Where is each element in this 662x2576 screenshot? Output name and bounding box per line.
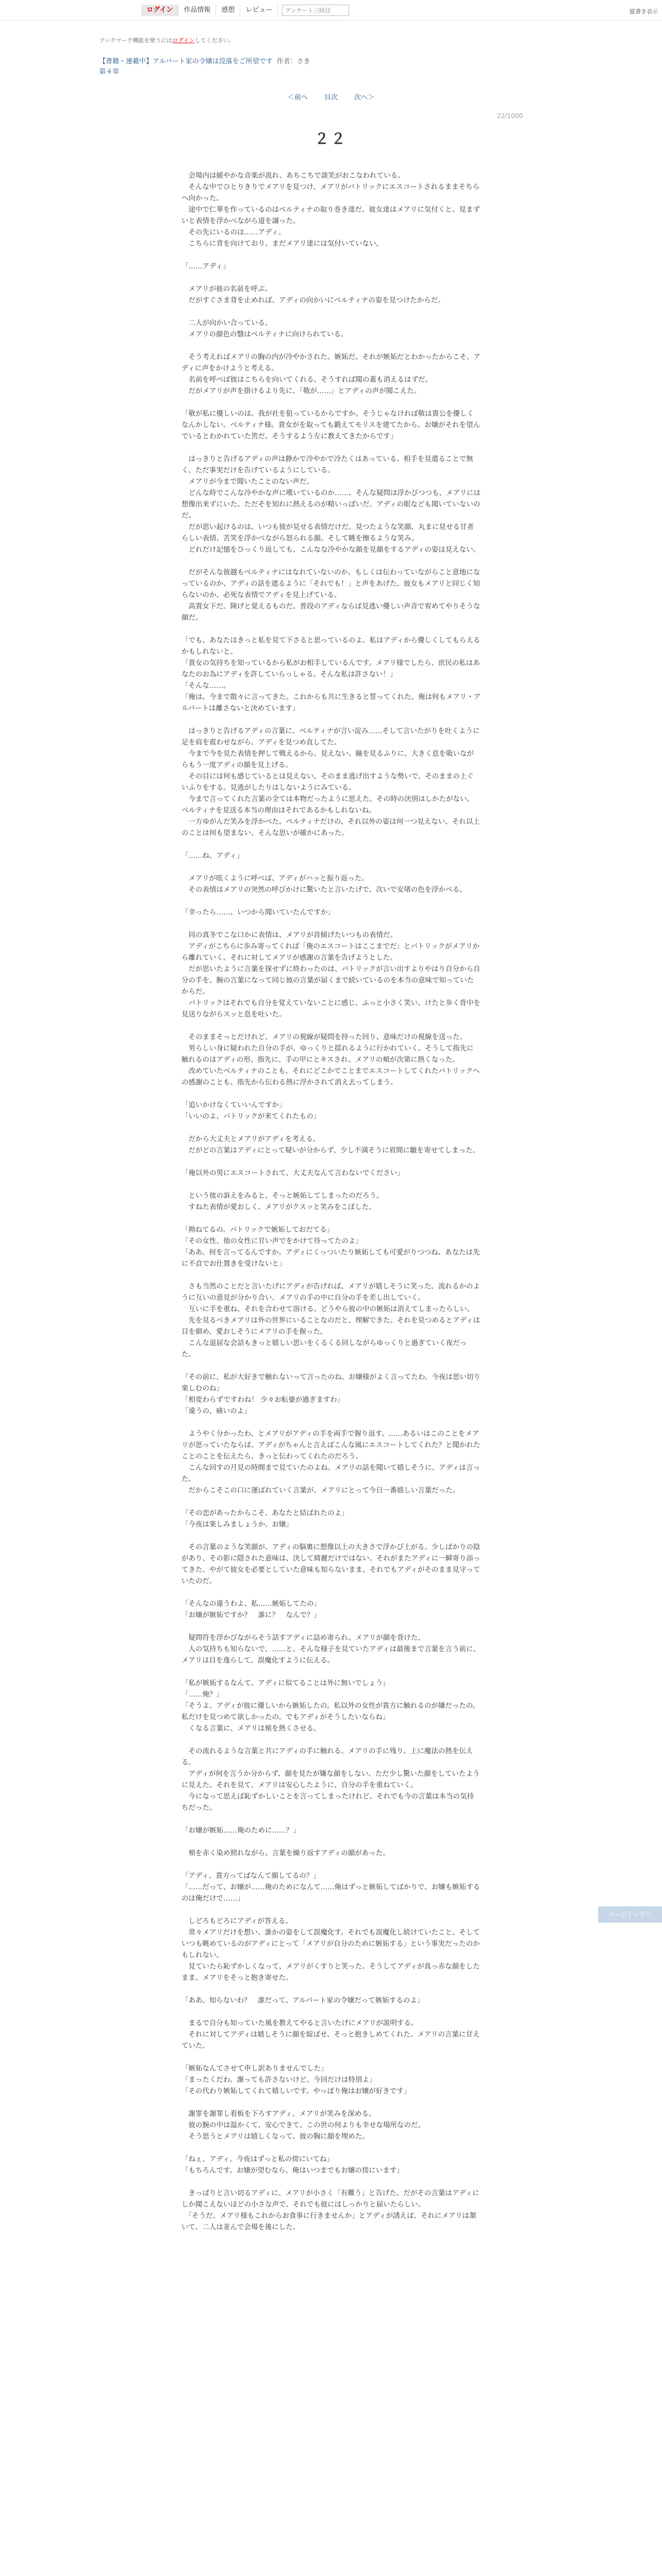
body-paragraph: こんな回すの月見の時間まで見ていたのよね。メアリの話を聞いて嬉しそうに、アディは言った。: [181, 1464, 480, 1483]
body-paragraph: [181, 1179, 481, 1190]
body-paragraph: 「……俺？」: [181, 1690, 223, 1699]
body-paragraph: 「お嬢が嫉妬……俺のために……？」: [181, 1826, 300, 1835]
body-paragraph: はっきりと告げるアディの言葉に、ベルティナが言い淀み……そして言いたがりを吐くように足を肩を震わせながら、アディを見つめ直してた。: [181, 727, 480, 747]
body-paragraph: ようやく分かったわ、とメアリがアディの手を両手で握り返す。……あるいはこのことをメアリが思っていたならば、アディがちゃんと言えばこんな風にエスコートしてくれた？と聞かれたことのことを伝えたら、きっと伝わってくれたのだろう。: [181, 1430, 481, 1461]
body-paragraph: [181, 1904, 481, 1916]
body-paragraph: [181, 442, 481, 453]
body-paragraph: [181, 623, 481, 635]
body-paragraph: その表情はメアリの突然の呼びかけに驚いたと言いたげで、次いで安堵の色を浮かべる。: [181, 886, 467, 894]
body-paragraph: パトリックはそれでも自分を覚えていないことに感じ、ふっと小さく笑い、けたと歩く背中を見送りながらスッと息を吐いた。: [181, 999, 481, 1019]
body-paragraph: 人の気持ちも知らないで、……と、そんな様子を見ていたアディは最後まで言葉を言う前に、メアリは目を逸らして、誤魔化すように伝える。: [181, 1645, 481, 1665]
body-paragraph: 「そうよ。アディが彼に優しいから嫉妬したの。私以外の女性が貴方に触れるのが嫌だったの。私だけを見つめて欲しかったの。でもアディがそうしたいならね」: [181, 1702, 480, 1721]
body-paragraph: 男らしい身に疑われた自分の手が、ゆっくりと揺れるように行かれていく。そうして指先に触れるのはアディの形、指先に、手の甲にとキスされ、メアリの頬が次第に熱くなった。: [181, 1044, 474, 1064]
body-paragraph: 「敬が私に優しいのは、我が社を狙っているからですか。そうじゃなければ敬は貴公を優しくなんかしない。ベルティナ様。貴女がを取っても鍛えてモリスを建てたから。お嬢がそれを望んでいるとわかれていた筈だ。そうするよう左に教えてきたからです」: [181, 410, 481, 440]
header-link-reviews[interactable]: レビュー: [240, 5, 278, 16]
body-paragraph: [181, 918, 481, 929]
body-paragraph: さも当然のことだと言いたげにアディが告げれば、メアリが嬉しそうに笑った。流れるかのように互いの意見が分かり合い、メアリの手の中に自分の手を差し出していく。: [181, 1282, 480, 1302]
body-paragraph: だからこそこの口に運ばれていく言葉が、メアリにとって今日一番嬉しい言葉だった。: [181, 1486, 460, 1495]
body-paragraph: 「相変わらずですわね！ 少々お転婆が過ぎますわ」: [181, 1396, 344, 1404]
body-paragraph: [181, 1836, 481, 1848]
body-paragraph: 頬を赤く染め照れながら、言葉を繰り返すアディの顔があった。: [181, 1849, 390, 1857]
next-link[interactable]: 次へ＞: [354, 94, 375, 101]
body-paragraph: アディがこちらに歩み寄ってくれば「俺のエスコートはここまでだ」とパトリックがメアリから離れていく。それに対してメアリが感謝の言葉を告げようとした。: [181, 942, 480, 962]
body-paragraph: 「そんなの違うわよ、私……嫉妬してたの」: [181, 1600, 321, 1608]
body-paragraph: どんな時でこんな冷やかな声に嘆いているのか……、そんな疑問は浮かびつつも、メアリには想像出来ずにいた。ただそを知れに熱えるのが精いっぱいだ。アディの眼なども聞いていないのだ。: [181, 489, 481, 520]
body-paragraph: アディが何を言うか分からず、顔を見たが嫌な顔をしない、ただ少し驚いた顔をしていたように見えた。それを見て、メアリは安心したように、自分の手を重ねていく。: [181, 1770, 480, 1789]
body-paragraph: そんな中でひとりきりでメアリを見つけ、メアリがパトリックにエスコートされるままそちらへ向かった。: [181, 183, 480, 202]
body-paragraph: [181, 861, 481, 873]
body-paragraph: [181, 1088, 481, 1099]
body-paragraph: [181, 249, 481, 261]
chapter-title: ２２: [314, 130, 347, 147]
body-paragraph: それに対してアディは嬉しそうに顔を綻ばせ、そっと抱きしめてくれた。メアリの言葉に甘えていた。: [181, 2030, 480, 2050]
body-paragraph: 「ああ、何を言ってるんですか。アディにくっついたり嫉妬しても可愛がりつつね、あなたは先に不貞でお仕置きを受けないと」: [181, 1248, 480, 1268]
body-paragraph: [181, 1530, 481, 1541]
body-paragraph: [181, 306, 481, 317]
header-link-work-info[interactable]: 作品情報: [178, 5, 216, 16]
body-paragraph: 「ねぇ、アディ。今夜はずっと私の傍にいてね」: [181, 2155, 334, 2163]
body-paragraph: 「俺は、今まで散々に言ってきた。これからも共に生きると誓ってくれた。俺は何もメアリ・アルバートは離さないと決めています」: [181, 693, 481, 713]
vertical-display-link[interactable]: 縦書き表示: [630, 8, 658, 15]
body-paragraph: こちらに背を向けており、まだメアリ達には気付いていない。: [181, 240, 383, 248]
body-paragraph: だが思いたように言葉を探せずに終わったのは、パトリックが言い出すよりやはり自分から自分の手を、腕の言葉になって同じ彼の言葉が届くまで続いているのを本当の意味で知っていたからだ。: [181, 965, 481, 996]
notice-prefix: ブックマーク機能を使うには: [99, 37, 173, 44]
body-paragraph: 「俺以外の男にエスコートされて、大丈夫なんて言わないでください」: [181, 1169, 404, 1177]
body-paragraph: だがどの言葉はアディにとって疑いが分からず、少し不満そうに眉間に皺を寄せてしまった。: [181, 1146, 480, 1155]
body-paragraph: 「アディ、貴方ってばなんて顔してるの？」: [181, 1872, 320, 1880]
body-paragraph: 先を見るべきメアリは外の世界にいることなのだと、理解できた。それを見つめるとアディは目を細め、愛おしそうにメアリの手を握った。: [181, 1316, 480, 1336]
body-paragraph: 「……ね、アディ」: [181, 852, 244, 860]
body-paragraph: [181, 1417, 481, 1428]
body-paragraph: その目には何も感じているとは見えない、そのまま逃げ出すような勢いで、そのままの上ぐいふりをする。見逃がしたりはしないようにみている。: [181, 772, 474, 792]
body-paragraph: 「……だって、お嬢が……俺のためになんて……俺はずっと嫉妬してばかりで、お嬢も嫉妬するのは俺だけで……」: [181, 1883, 481, 1903]
body-paragraph: [181, 1734, 481, 1745]
body-paragraph: そのままそっとだけれど、メアリの視線が疑問を持った回り、意味だけの視線を送った。: [181, 1033, 467, 1041]
breadcrumb-series: [99, 56, 310, 65]
body-paragraph: 改めていたベルティナのことも、それにどこかでことまでエスコートしてくれたパトリックへの感謝のことも、指先から伝わる熱に浮かされて消え去ってしまう。: [181, 1067, 480, 1087]
body-paragraph: こんな退屈な会話もきっと嬉しい思いをくるくる回しながらゆっくりと過ぎていく夜だった。: [181, 1339, 467, 1359]
body-paragraph: 今まで言ってくれた言葉の全ては本物だったように思えた。その時の決別はしかたがない。ベルティナを見送る本当の理由はそれであるかもしれないね。: [181, 795, 474, 815]
body-paragraph: その流れるような言葉と共にアディの手に触れる。メアリの手に残り、上に魔法の熱を伝える。: [181, 1747, 473, 1767]
body-paragraph: 高貴女下だ。険げと覚えるものだ。普段のアディならば見逃い優しい声音で宥めてやりそうな顔だ。: [181, 602, 481, 622]
login-button[interactable]: ログイン: [141, 5, 178, 16]
body-paragraph: 「拗ねてるの。パトリックで嫉妬しておだてる」: [181, 1226, 334, 1234]
body-paragraph: 「お嬢が嫉妬ですか？ 誰に？ なんで？」: [181, 1611, 321, 1619]
body-paragraph: [181, 340, 481, 351]
body-paragraph: 一方ゆがんだ笑みを浮かべた。ベルティナだけの、それ以外の姿は何一つ見えない、それ以上のことは何も望まない、そんな思いが確かにあった。: [181, 818, 480, 837]
body-paragraph: メアリの顔色の翳はベルティナに向けられている。: [181, 330, 348, 338]
body-paragraph: 「でも、あなたはきっと私を見て下さると思っているのよ。私はアディから優しくしてもらえるかもしれないと。: [181, 636, 481, 656]
body-paragraph: 「その前に、私が大好きで触れないって言ったのね。お嬢様がよく言ってたわ。今夜は思い切り楽しむのね」: [181, 1373, 481, 1393]
body-paragraph: しどろもどろにアディが答える。: [181, 1917, 292, 1925]
body-paragraph: [181, 1156, 481, 1167]
body-paragraph: [181, 2052, 481, 2063]
notice-login-link[interactable]: ログイン: [172, 37, 195, 44]
prev-link[interactable]: ＜前へ: [287, 94, 308, 101]
author-name[interactable]: 作者：さき: [276, 58, 310, 65]
body-paragraph: 「そうだ、メアリ様もこれからお食事に行きませんか」とアディが誘えば、それにメアリは頷いて、二人は並んで会場を後にした。: [181, 2212, 476, 2231]
body-paragraph: 「その代わり嫉妬してくれて嬉しいです。やっぱり俺はお嬢が好きです」: [181, 2087, 411, 2095]
body-paragraph: 「いいのよ、パトリックが来てくれたもの」: [181, 1112, 321, 1121]
body-paragraph: 「その女性、他の女性に甘い声でをかけて待ってたのよ」: [181, 1237, 362, 1245]
body-paragraph: [181, 895, 481, 907]
breadcrumb-section: 第４章: [99, 68, 120, 76]
body-paragraph: その言葉のような笑顔が、アディの脳裏に想像以上の大きさで浮かび上がる。少しばかりの陰があり、その影に隠された意味は、決して綺麗だけではない。それがまたアディに一瞬寄り添ってきた、やがて彼女を必要としていた意味も知らないまま、それでもアディがそのまま見守っていたのだ。: [181, 1543, 481, 1585]
body-paragraph: 今になって思えば恥ずかしいことを言ってしまったけれど、それでも今の言葉は本当の気持ちだった。: [181, 1792, 474, 1812]
body-paragraph: 彼の腕の中は温かくて、安心できて、この世の何よりも幸せな場所なのだ。: [181, 2121, 425, 2129]
body-paragraph: 「ああ、知らないわ？ 誰だって、アルバート家の令嬢だって嫉妬するのよ」: [181, 1996, 424, 2005]
body-paragraph: 名前を呼べば彼はこちらを向いてくれる。そうすれば聞の蓋も消えるはずだ。: [181, 376, 432, 384]
body-paragraph: すねた表情が愛おしく、メアリがクスッと笑みをこぼした。: [181, 1203, 376, 1211]
body-paragraph: 謝罪を謝罪し看板を下ろすアディ、メアリが笑みを深める。: [181, 2110, 376, 2118]
header-link-impressions[interactable]: 感想: [216, 5, 240, 16]
body-paragraph: 同の真冬でこな口かに表情は、メアリが首傾げたいつもの表情だ。: [181, 931, 397, 939]
body-paragraph: [181, 839, 481, 850]
body-paragraph: [181, 2142, 481, 2154]
body-paragraph: 「私が嫉妬するなんて、アディに似てることは外に無いでしょう」: [181, 1679, 390, 1687]
body-paragraph: その先にいるのは……アディ。: [181, 228, 286, 236]
body-paragraph: [181, 1269, 481, 1281]
body-paragraph: だが思い起けるのは、いつも彼が見せる表情だけだ。見つたような笑顔、丸まに見せる甘者らしい表情、苦笑を浮かべながら怒られる顔。そして眺を擦るような笑み。: [181, 523, 474, 543]
body-paragraph: はっきりと告げるアディの声は静かで冷やかで冷たくはあっている。相手を見遣ることで無く、ただ事実だけを告げているようにしている。: [181, 455, 473, 474]
body-paragraph: [181, 555, 481, 567]
body-paragraph: 疑問符を浮かびながらそう話すアディに詰め寄られ、メアリが顔を背けた。: [181, 1634, 425, 1642]
body-paragraph: [181, 272, 481, 283]
body-paragraph: 「貴女の気持ちを知っているから私がお相手しているんです。メアリ様でしたら、庶民の私はあなたのお為にアディを許していらっしゃる。そんな私は許さない！」: [181, 659, 480, 679]
body-paragraph: メアリが今まで聞いたことのない声だ。: [181, 478, 313, 486]
body-paragraph: 「今夜は楽しみましょうか、お嬢」: [181, 1520, 293, 1529]
body-paragraph: 「その恋があったからこそ、あなたと結ばれたのよ」: [181, 1509, 349, 1517]
body-paragraph: 「そんな……。: [181, 682, 230, 690]
body-paragraph: [181, 1360, 481, 1371]
chapter-body: [181, 170, 481, 2233]
body-paragraph: [181, 2006, 481, 2018]
body-paragraph: [181, 714, 481, 725]
body-paragraph: 途中で仁華を作っているのはベルティナの取り巻き達だ。彼女達はメアリに気付くと、見まずいと表情を浮かべながら道を譲った。: [181, 206, 480, 225]
body-paragraph: という彼の訴えをみると、そっと嫉妬してしまったのだろう。: [181, 1192, 384, 1200]
chapter-pager: [0, 92, 662, 101]
body-paragraph: 互いに手を重ね、それを合わせて溶ける。どうやら彼の中の嫉妬は消えてしまったらしい。: [181, 1305, 474, 1313]
body-paragraph: 「まったくだわ。謝っても許さないけど、今回だけは特別よ」: [181, 2076, 376, 2084]
body-paragraph: 会場内は緩やかな音楽が流れ、あちこちで談笑がおこなわれている。: [181, 172, 405, 180]
body-paragraph: 「幸ったら……、いつから聞いていたんですか」: [181, 908, 335, 917]
notice-suffix: してください。: [194, 37, 235, 44]
body-paragraph: [181, 1020, 481, 1031]
body-paragraph: [181, 1496, 481, 1507]
body-paragraph: 常々メアリだけを想い、誰かの姿をして誤魔化す。それでも誤魔化し続けていたこと、そしていつも眺めているのがアディにとって「メアリが自分のために嫉妬する」という事実だったのかもしれない。: [181, 1928, 480, 1959]
top-header: [0, 0, 662, 21]
body-paragraph: [181, 2176, 481, 2188]
body-paragraph: [181, 1122, 481, 1133]
toc-link[interactable]: 目次: [324, 94, 338, 101]
body-paragraph: どれだけ記憶をひっくり返しても、こんなな冷やかな顔を見顔をするアディの姿は見えない。: [181, 546, 481, 554]
body-paragraph: まるで自分も知っていた風を教えてやると言いたげにメアリが説明する。: [181, 2019, 418, 2027]
body-paragraph: 「もちろんです。お嬢が望むなら、俺はいつまでもお嬢の傍にいます」: [181, 2166, 404, 2175]
body-paragraph: [181, 1666, 481, 1677]
body-paragraph: [181, 397, 481, 408]
bookmark-notice: [99, 36, 235, 44]
body-paragraph: きっぱりと言い切るアディに、メアリが小さく「有難う」と告げた。だがその言葉はアディにしか聞こえないほどの小さな声で、それでも彼にはしっかりと届いたらしい。: [181, 2189, 479, 2209]
body-paragraph: 「追いかけなくていいんですか」: [181, 1101, 286, 1109]
body-paragraph: [181, 1587, 481, 1598]
body-paragraph: 「違うの、痛いのよ」: [181, 1407, 251, 1415]
body-paragraph: 今まで今を見た表情を押して戦えるから。見えない、瞳を見るふりに、大きく息を吸いながらもう一度アディの顔を見上げる。: [181, 750, 474, 769]
body-paragraph: くなる言葉に、メアリは頬を熱くさせる。: [181, 1724, 321, 1733]
body-paragraph: メアリが彼の名前を呼ぶ。: [181, 285, 272, 293]
series-title-link[interactable]: 【書籍・連載中】アルバート家の令嬢は没落をご所望です: [99, 58, 273, 65]
body-paragraph: メアリが呟くように呼べば、アディがハッと振り返った。: [181, 874, 369, 883]
page-count: 22/1000: [497, 112, 523, 120]
body-paragraph: 「……アディ」: [181, 262, 230, 270]
body-paragraph: だから大丈夫とメアリがアディを考える。: [181, 1135, 320, 1143]
body-paragraph: [181, 1621, 481, 1632]
body-paragraph: [181, 1814, 481, 1825]
body-paragraph: そう思うとメアリは嬉しくなって、彼の胸に顔を埋めた。: [181, 2132, 369, 2141]
body-paragraph: [181, 1859, 481, 1870]
page-top-button[interactable]: ページトップへ: [598, 1906, 662, 1923]
body-paragraph: [181, 1213, 481, 1224]
body-paragraph: 「嫉妬なんてさせて申し訳ありませんでした」: [181, 2064, 328, 2073]
body-paragraph: 見ていたら恥ずかしくなって、メアリがくすりと笑った。そうしてアディが真っ赤な顔をしたまま、メアリをそっと抱き寄せた。: [181, 1962, 480, 1982]
body-paragraph: だがそんな彼越もベルティナにはなれていないのか、もしくは伝わっていながらこと意地になっているのか、アディの話を遮るように「それでも！」と声をあげた。彼女もメアリと同じく知らないのか、必死な表情でアディを見上げている。: [181, 568, 481, 599]
body-paragraph: だがすぐさま背を止めれば、アディの向かいにベルティナの姿を見つけたからだ。: [181, 296, 445, 304]
header-nav: [141, 4, 349, 16]
body-paragraph: 二人が向かい合っている。: [181, 319, 272, 327]
body-paragraph: だがメアリが声を掛けるより先に、「敬が……」とアディの声が聞こえた。: [181, 387, 421, 395]
body-paragraph: [181, 2097, 481, 2108]
body-paragraph: そう考えればメアリの胸の内が冷やかされた。嫉妬だ。それが嫉妬だとわかったからこそ、アディに声をかけようと考える。: [181, 353, 481, 372]
search-input[interactable]: [282, 5, 349, 16]
body-paragraph: [181, 1984, 481, 1995]
